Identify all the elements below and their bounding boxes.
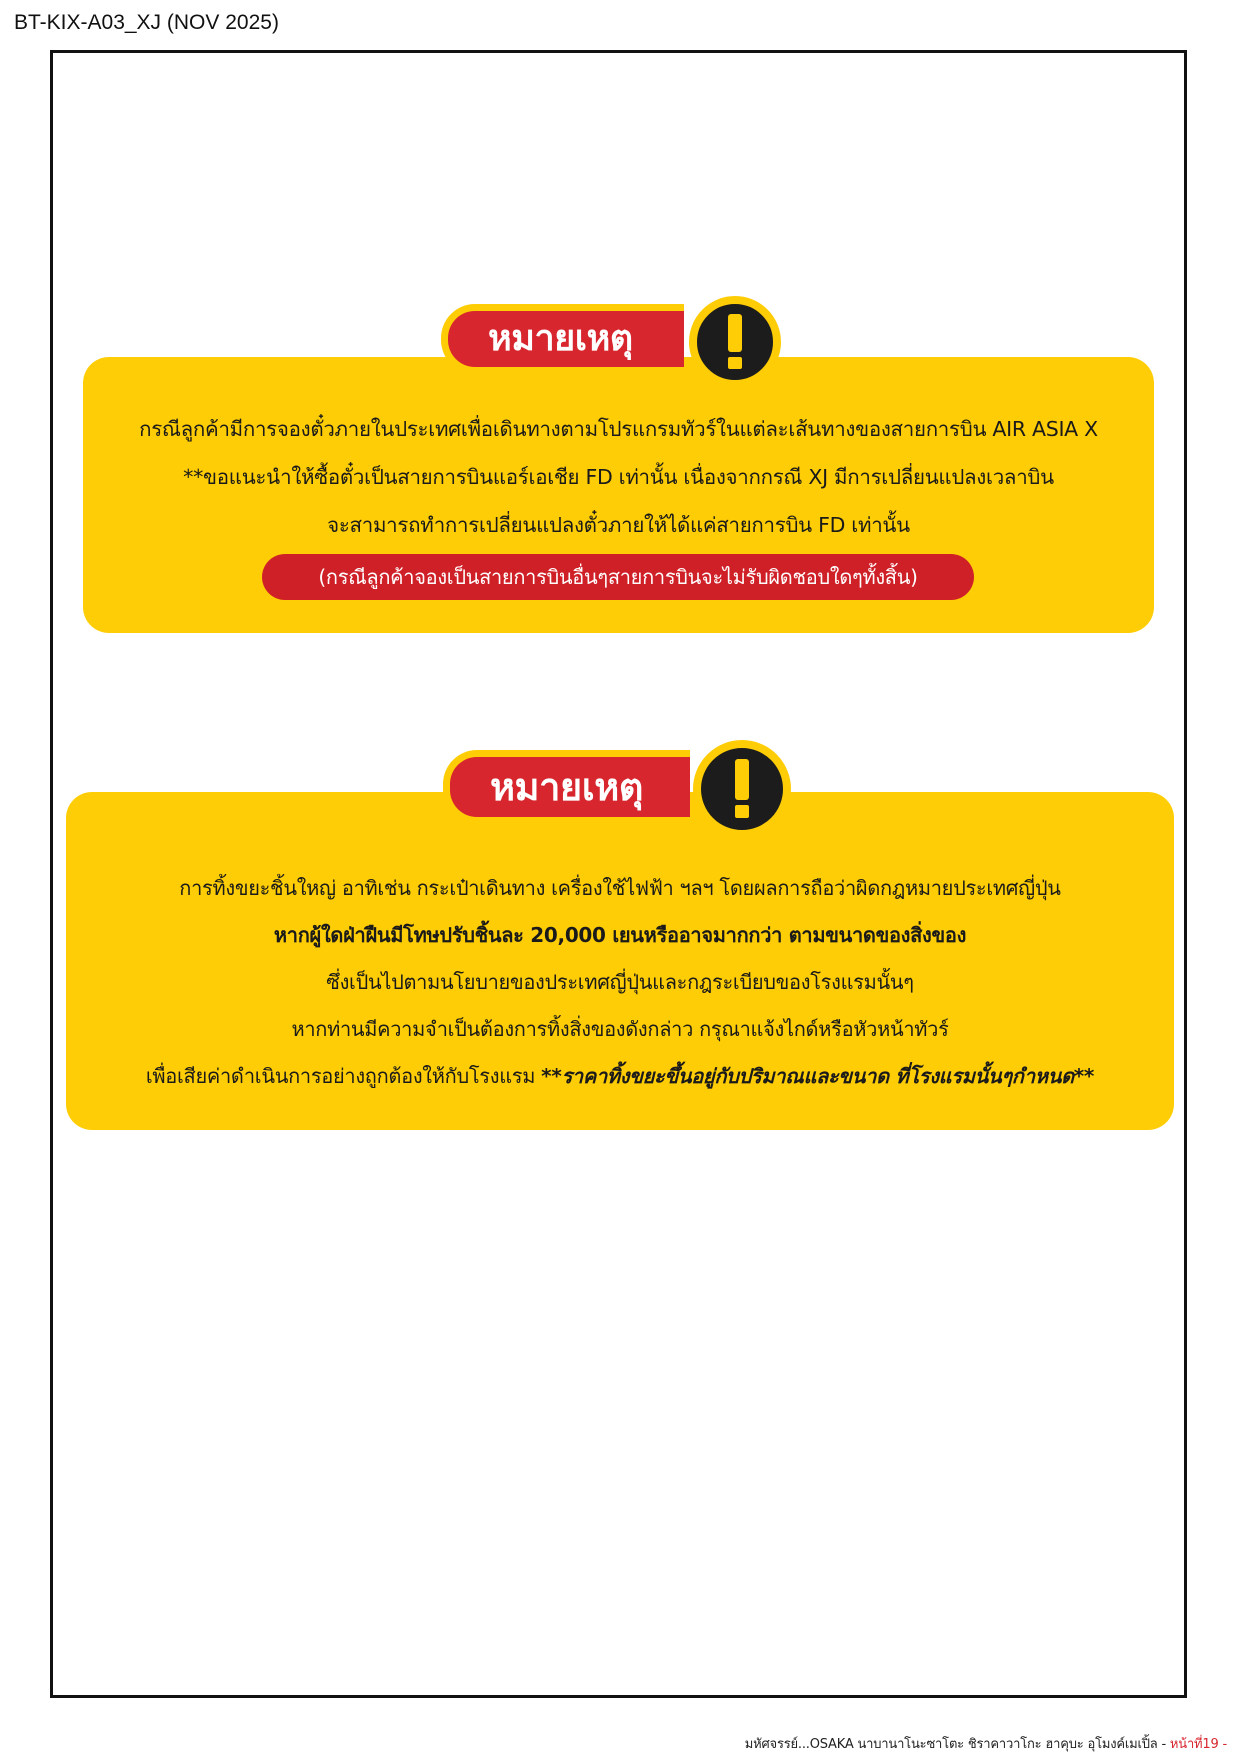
footer-page-number: หน้าที่19 -: [1169, 1737, 1227, 1752]
notice-badge: [441, 296, 781, 378]
notice-line: **ขอแนะนำให้ซื้อตั๋วเป็นสายการบินแอร์เอเชีย FD เท่านั้น เนื่องจากกรณี XJ มีการเปลี่ยนแปลงเวลาบิน: [183, 465, 1054, 489]
footer-program-title: มหัศจรรย์...OSAKA นาบานาโนะซาโตะ ชิราคาวาโกะ ฮาคุบะ อุโมงค์เมเปิ้ล -: [744, 1737, 1170, 1752]
notice-line: จะสามารถทำการเปลี่ยนแปลงตั๋วภายให้ได้แค่สายการบิน FD เท่านั้น: [327, 513, 910, 537]
badge-label: หมายเหตุ: [490, 765, 643, 809]
badge-label: หมายเหตุ: [488, 318, 633, 359]
page-footer: [745, 1733, 1227, 1754]
disclaimer-pill: (กรณีลูกค้าจองเป็นสายการบินอื่นๆสายการบินจะไม่รับผิดชอบใดๆทั้งสิ้น): [262, 554, 974, 600]
notice-line: [66, 1060, 1174, 1092]
notice-line-emphasis: **ราคาทิ้งขยะขึ้นอยู่กับปริมาณและขนาด ที่โรงแรมนั้นๆกำหนด**: [541, 1064, 1095, 1088]
badge-pill: [441, 304, 684, 374]
document-code: BT-KIX-A03_XJ (NOV 2025): [14, 11, 279, 34]
notice-line: ซึ่งเป็นไปตามนโยบายของประเทศญี่ปุ่นและกฎระเบียบของโรงแรมนั้นๆ: [326, 970, 914, 994]
notice-line-plain: เพื่อเสียค่าดำเนินการอย่างถูกต้องให้กับโรงแรม: [145, 1064, 542, 1088]
notice-body: [66, 792, 1174, 1130]
exclamation-icon: [693, 740, 791, 838]
exclamation-icon: [689, 296, 781, 388]
notice-line: การทิ้งขยะชิ้นใหญ่ อาทิเช่น กระเป๋าเดินทาง เครื่องใช้ไฟฟ้า ฯลฯ โดยผลการถือว่าผิดกฎหมายประเทศญี่ปุ่น: [179, 876, 1061, 900]
notice-line-fine: หากผู้ใดฝ่าฝืนมีโทษปรับชิ้นละ 20,000 เยนหรืออาจมากกว่า ตามขนาดของสิ่งของ: [273, 923, 967, 947]
notice-line: กรณีลูกค้ามีการจองตั๋วภายในประเทศเพื่อเดินทางตามโปรแกรมทัวร์ในแต่ละเส้นทางของสายการบิน AIR ASIA X: [139, 417, 1098, 441]
notice-badge: [443, 740, 793, 830]
badge-pill: [443, 750, 690, 824]
notice-line: หากท่านมีความจำเป็นต้องการทิ้งสิ่งของดังกล่าว กรุณาแจ้งไกด์หรือหัวหน้าทัวร์: [291, 1017, 949, 1041]
